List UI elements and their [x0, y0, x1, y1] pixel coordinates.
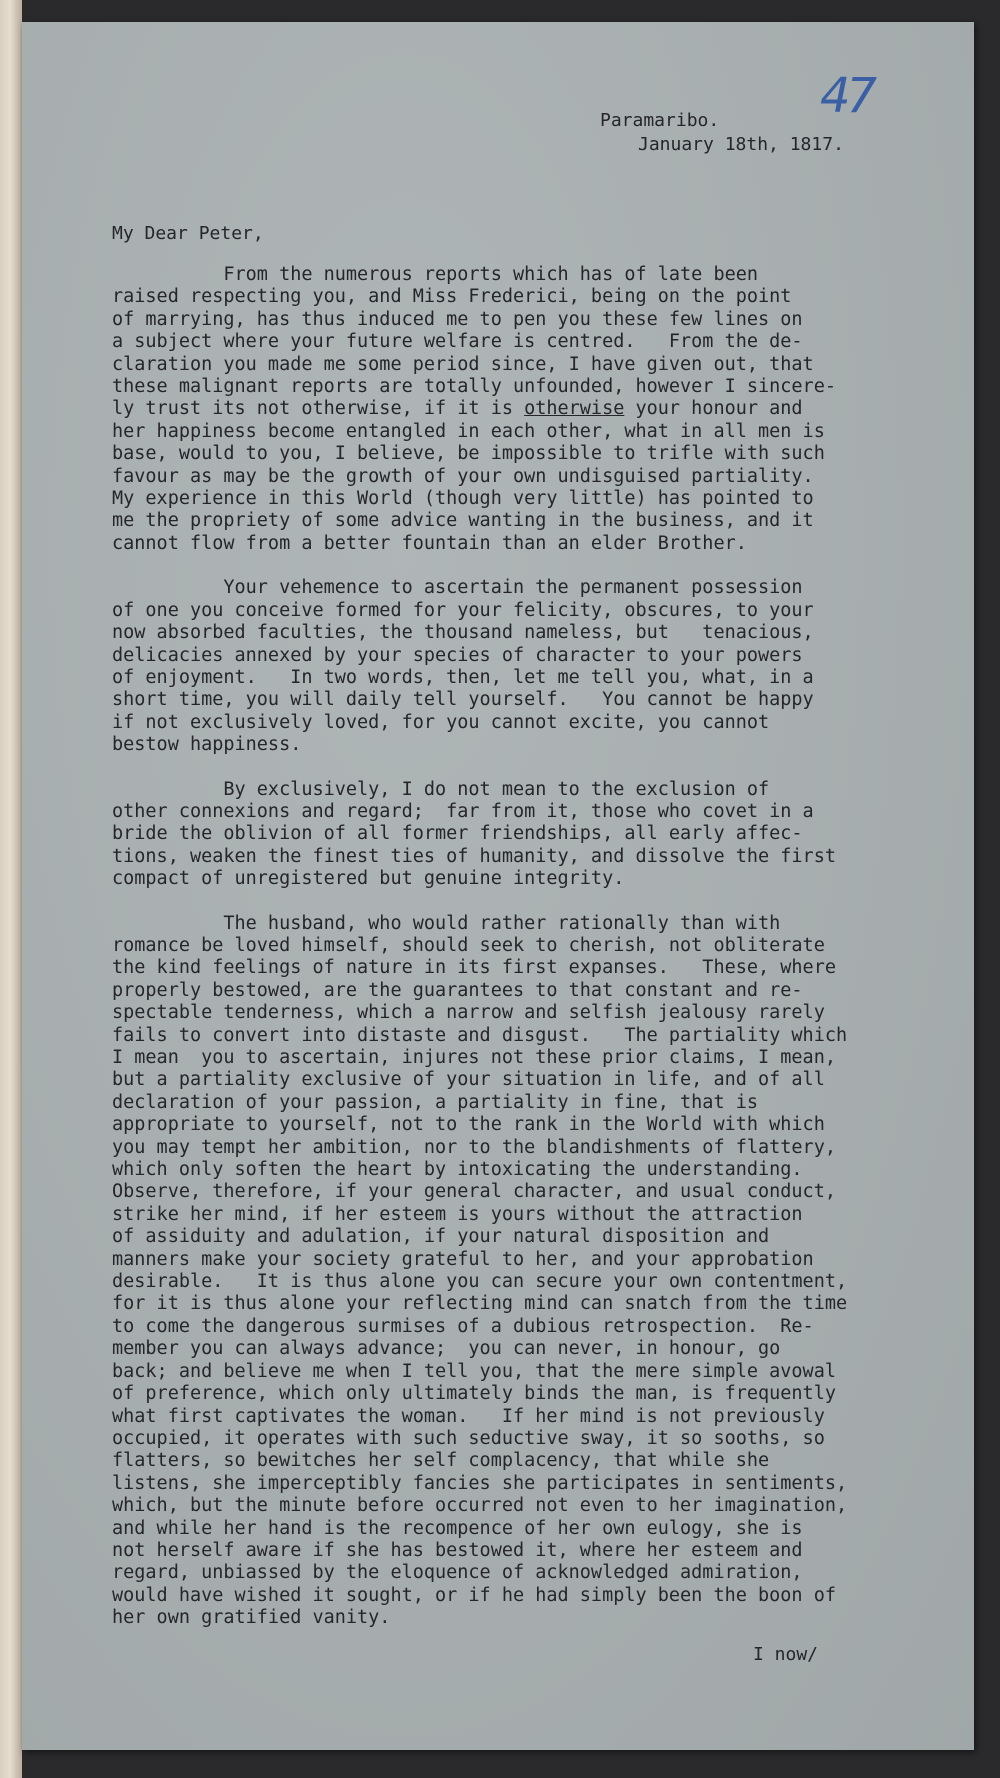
text-line: and while her hand is the recompence of her own eulogy, she is: [112, 1517, 803, 1539]
text-line: would have wished it sought, or if he had simply been the boon of: [112, 1584, 836, 1606]
text-line: not herself aware if she has bestowed it, where her esteem and: [112, 1539, 803, 1561]
text-line: of assiduity and adulation, if your natural disposition and: [112, 1226, 770, 1248]
text-line: spectable tenderness, which a narrow and selfish jealousy rarely: [112, 1002, 825, 1024]
text-line: other connexions and regard; far from it, those who covet in a: [112, 800, 814, 822]
text-line: me the propriety of some advice wanting in the business, and it: [112, 510, 814, 532]
catchword: I now/: [753, 1644, 819, 1665]
text-line: properly bestowed, are the guarantees to that constant and re-: [112, 979, 803, 1001]
text-line: of enjoyment. In two words, then, let me tell you, what, in a: [112, 666, 814, 688]
text-line: tions, weaken the finest ties of humanity, and dissolve the first: [112, 845, 836, 867]
text-line: you may tempt her ambition, nor to the blandishments of flattery,: [112, 1136, 836, 1158]
text-line: claration you made me some period since, I have given out, that: [112, 353, 814, 375]
letter-body: [112, 264, 847, 1630]
letter-paragraph: [112, 779, 847, 891]
text-line: back; and believe me when I tell you, that the mere simple avowal: [112, 1360, 836, 1382]
text-line: From the numerous reports which has of late been: [112, 264, 759, 285]
text-line: ly trust its not otherwise, if it is otherwise your honour and: [112, 398, 803, 420]
text-line: occupied, it operates with such seductive sway, it so sooths, so: [112, 1427, 825, 1449]
text-line: of marrying, has thus induced me to pen you these few lines on: [112, 308, 803, 330]
text-line: favour as may be the growth of your own undisguised partiality.: [112, 465, 814, 487]
text-line: manners make your society grateful to her, and your approbation: [112, 1248, 814, 1270]
text-line: if not exclusively loved, for you cannot excite, you cannot: [112, 711, 770, 733]
text-line: a subject where your future welfare is centred. From the de-: [112, 331, 803, 353]
text-line: strike her mind, if her esteem is yours without the attraction: [112, 1203, 803, 1225]
text-line: Your vehemence to ascertain the permanent possession: [112, 577, 803, 599]
text-line: short time, you will daily tell yourself. You cannot be happy: [112, 689, 814, 711]
letter-place: Paramaribo.: [600, 110, 720, 131]
text-line: desirable. It is thus alone you can secure your own contentment,: [112, 1271, 848, 1293]
text-line: By exclusively, I do not mean to the exclusion of: [112, 778, 770, 800]
text-line: which, but the minute before occurred not even to her imagination,: [112, 1495, 848, 1517]
text-line: to come the dangerous surmises of a dubious retrospection. Re-: [112, 1315, 814, 1337]
text-line: the kind feelings of nature in its first expanses. These, where: [112, 957, 836, 979]
text-line: but a partiality exclusive of your situation in life, and of all: [112, 1069, 825, 1091]
text-line: cannot flow from a better fountain than an elder Brother.: [112, 532, 747, 554]
letter-paragraph: [112, 913, 847, 1630]
text-line: for it is thus alone your reflecting mind can snatch from the time: [112, 1293, 848, 1315]
text-line: raised respecting you, and Miss Frederici, being on the point: [112, 286, 792, 308]
text-line: now absorbed faculties, the thousand nameless, but tenacious,: [112, 622, 814, 644]
text-line: fails to convert into distaste and disgust. The partiality which: [112, 1024, 848, 1046]
text-line: delicacies annexed by your species of character to your powers: [112, 644, 803, 666]
underlined-word: otherwise: [524, 398, 625, 420]
text-line: which only soften the heart by intoxicating the understanding.: [112, 1159, 803, 1181]
binding-edge: [0, 0, 22, 1778]
text-line: compact of unregistered but genuine integrity.: [112, 868, 625, 890]
text-line: member you can always advance; you can never, in honour, go: [112, 1338, 781, 1360]
text-line: flatters, so bewitches her self complacency, that while she: [112, 1450, 770, 1472]
text-line: declaration of your passion, a partiality in fine, that is: [112, 1091, 759, 1113]
text-line: The husband, who would rather rationally than with: [112, 912, 781, 934]
folio-number: 47: [820, 68, 874, 124]
text-line: of preference, which only ultimately binds the man, is frequently: [112, 1383, 836, 1405]
text-line: what first captivates the woman. If her mind is not previously: [112, 1405, 825, 1427]
text-line: her happiness become entangled in each other, what in all men is: [112, 420, 825, 442]
text-line: these malignant reports are totally unfounded, however I sincere-: [112, 376, 836, 398]
text-line: My experience in this World (though very little) has pointed to: [112, 488, 814, 510]
text-line: listens, she imperceptibly fancies she participates in sentiments,: [112, 1472, 848, 1494]
text-line: Observe, therefore, if your general character, and usual conduct,: [112, 1181, 836, 1203]
text-line: of one you conceive formed for your felicity, obscures, to your: [112, 599, 814, 621]
text-line: bride the oblivion of all former friendships, all early affec-: [112, 823, 803, 845]
text-line: romance be loved himself, should seek to cherish, not obliterate: [112, 934, 825, 956]
text-line: appropriate to yourself, not to the rank in the World with which: [112, 1114, 825, 1136]
letter-date: January 18th, 1817.: [638, 134, 844, 155]
text-line: base, would to you, I believe, be impossible to trifle with such: [112, 443, 825, 465]
text-line: her own gratified vanity.: [112, 1607, 391, 1629]
text-line: regard, unbiassed by the eloquence of acknowledged admiration,: [112, 1562, 803, 1584]
letter-paragraph: [112, 577, 847, 756]
text-line: bestow happiness.: [112, 734, 302, 756]
letter-paragraph: [112, 264, 847, 555]
text-line: I mean you to ascertain, injures not these prior claims, I mean,: [112, 1047, 836, 1068]
salutation: My Dear Peter,: [112, 223, 264, 244]
